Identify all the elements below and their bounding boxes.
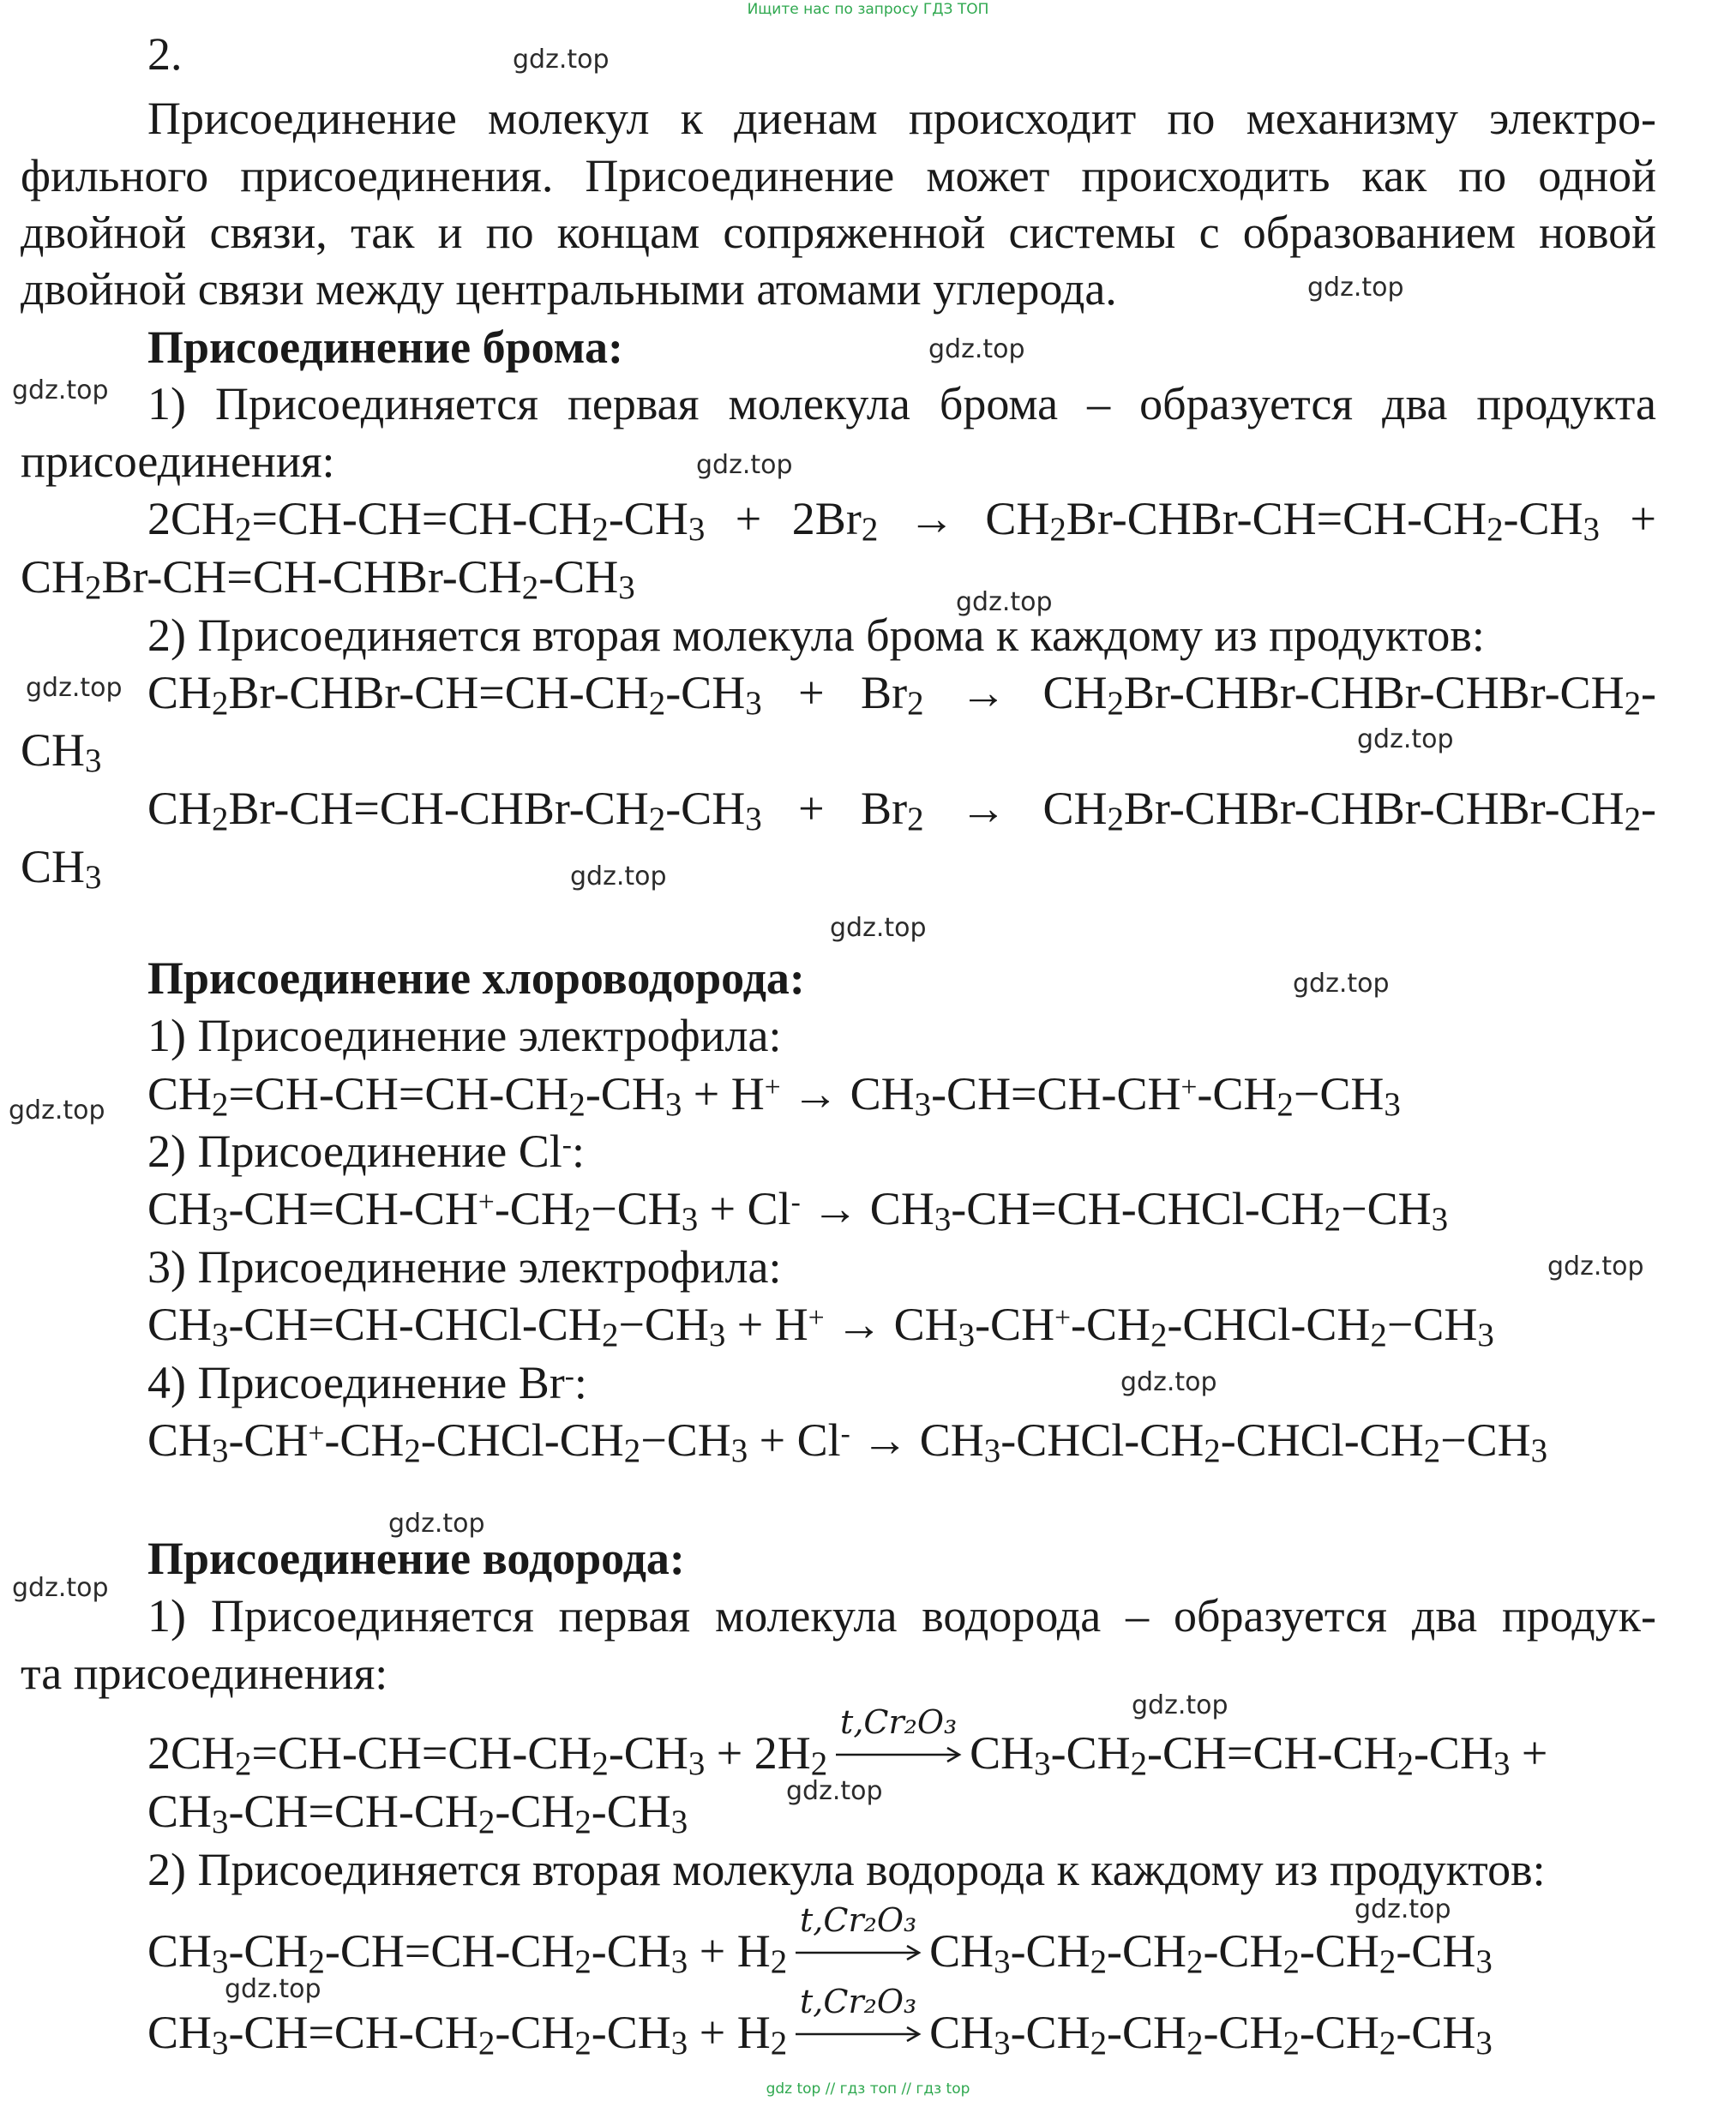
bromine-step1-line-1: 1) Присоединяется первая молекула брома – образуется два продукта	[147, 378, 1656, 429]
header-note: Ищите нас по запросу ГДЗ ТОП	[747, 1, 989, 18]
hcl-eq3: $CH_3-CH=CH-CHCl-CH_2-CH_3 + H^+$ → $CH_3-CH^+-CH_2-CHCl-CH_2-CH_3$	[147, 1299, 1494, 1354]
watermark: gdz.top	[12, 375, 109, 405]
intro-line-2: фильного присоединения. Присоединение может происходить как по одной	[21, 150, 1656, 201]
watermark: gdz.top	[388, 1509, 485, 1539]
watermark: gdz.top	[1120, 1367, 1217, 1397]
hydrogen-eq3: $CH_3-CH=CH-CH_2-CH_2-CH_3 + H_2$ t,Cr₂O₃ $CH_3-CH_2-CH_2-CH_2-CH_2-CH_3$	[147, 1983, 1493, 2062]
intro-line-1: Присоединение молекул к диенам происходит по механизму электро-	[147, 93, 1656, 144]
watermark: gdz.top	[26, 673, 123, 703]
watermark: gdz.top	[1132, 1690, 1228, 1720]
watermark: gdz.top	[1355, 1894, 1451, 1924]
watermark: gdz.top	[513, 45, 610, 75]
reaction-arrow	[834, 1703, 963, 1768]
reaction-arrow	[794, 1901, 922, 1966]
hcl-eq1: $CH_2=CH-CH=CH-CH_2-CH_3 + H^+ \to CH_3-CH=CH-CH^+-CH_2-CH_3$	[147, 1068, 1401, 1123]
bromine-eq2-line-2: $CH_3$	[21, 724, 102, 779]
hydrogen-eq1-line-1: $2CH_2=CH-CH=CH-CH_2-CH_3 + 2H_2$ t,Cr₂O₃ $CH_3-CH_2-CH=CH-CH_2-CH_3$ +	[147, 1703, 1548, 1782]
bromine-eq3-line-2: $CH_3$	[21, 841, 102, 896]
watermark: gdz.top	[1547, 1252, 1644, 1282]
watermark: gdz.top	[830, 913, 927, 943]
watermark: gdz.top	[1357, 724, 1454, 754]
watermark: gdz.top	[570, 861, 667, 891]
hydrogen-step1-line-1: 1) Присоединяется первая молекула водорода – образуется два продук-	[147, 1590, 1656, 1642]
hydrogen-step2: 2) Присоединяется вторая молекула водорода к каждому из продуктов:	[147, 1844, 1546, 1895]
watermark: gdz.top	[928, 334, 1025, 364]
bromine-eq3-line-1: $CH_2Br-CH=CH-CHBr-CH_2-CH_3 + Br_2$ → $CH_2Br-CHBr-CHBr-CHBr-CH_2-$	[147, 783, 1656, 837]
bromine-eq2-line-1: $CH_2Br-CHBr-CH=CH-CH_2-CH_3 + Br_2$ → $CH_2Br-CHBr-CHBr-CHBr-CH_2-$	[147, 667, 1656, 722]
watermark: gdz.top	[786, 1776, 883, 1806]
hcl-step4: 4) Присоединение Br-:	[147, 1357, 587, 1408]
hydrogen-eq1-line-2: $CH_3-CH=CH-CH_2-CH_2-CH_3$	[147, 1786, 688, 1840]
hcl-eq4: $CH_3-CH^+-CH_2-CHCl-CH_2-CH_3 + Cl^-$ → $CH_3-CHCl-CH_2-CHCl-CH_2-CH_3$	[147, 1414, 1548, 1469]
hcl-step3: 3) Присоединение электрофила:	[147, 1241, 782, 1293]
watermark: gdz.top	[696, 450, 793, 480]
heading-hcl: Присоединение хлороводорода:	[147, 952, 805, 1004]
bromine-step2: 2) Присоединяется вторая молекула брома к каждому из продуктов:	[147, 609, 1485, 661]
reaction-condition: t,Cr₂O₃	[840, 1703, 958, 1741]
reaction-condition: t,Cr₂O₃	[800, 1901, 917, 1939]
hcl-step1: 1) Присоединение электрофила:	[147, 1010, 782, 1061]
watermark: gdz.top	[9, 1096, 105, 1126]
bromine-eq1-line-1: $2CH_2=CH-CH=CH-CH_2-CH_3 + 2Br_2$ → $CH_2Br-CHBr-CH=CH-CH_2-CH_3$ +	[147, 493, 1656, 548]
reaction-condition: t,Cr₂O₃	[800, 1983, 917, 2020]
hcl-step2: 2) Присоединение Cl-:	[147, 1126, 585, 1177]
task-number: 2.	[147, 28, 183, 80]
watermark: gdz.top	[225, 1974, 321, 2004]
heading-hydrogen: Присоединение водорода:	[147, 1533, 685, 1584]
watermark: gdz.top	[1307, 273, 1404, 303]
reaction-arrow	[794, 1983, 922, 2048]
bromine-eq1-line-2: $CH_2Br-CH=CH-CHBr-CH_2-CH_3$	[21, 551, 635, 606]
intro-line-4: двойной связи между центральными атомами углерода.	[21, 263, 1117, 315]
hcl-eq2: $CH_3-CH=CH-CH^+-CH_2-CH_3 + Cl^-$ → $CH_3-CH=CH-CHCl-CH_2-CH_3$	[147, 1183, 1449, 1238]
hydrogen-step1-line-2: та присоединения:	[21, 1648, 388, 1699]
watermark: gdz.top	[12, 1573, 109, 1603]
hydrogen-eq2: $CH_3-CH_2-CH=CH-CH_2-CH_3 + H_2$ t,Cr₂O₃ $CH_3-CH_2-CH_2-CH_2-CH_2-CH_3$	[147, 1901, 1493, 1980]
footer-note: gdz top // гдз топ // гдз top	[766, 2080, 970, 2098]
watermark: gdz.top	[956, 587, 1053, 617]
intro-line-3: двойной связи, так и по концам сопряженной системы с образованием новой	[21, 207, 1656, 258]
heading-bromine: Присоединение брома:	[147, 321, 623, 373]
bromine-step1-line-2: присоединения:	[21, 435, 335, 487]
watermark: gdz.top	[1293, 969, 1390, 999]
